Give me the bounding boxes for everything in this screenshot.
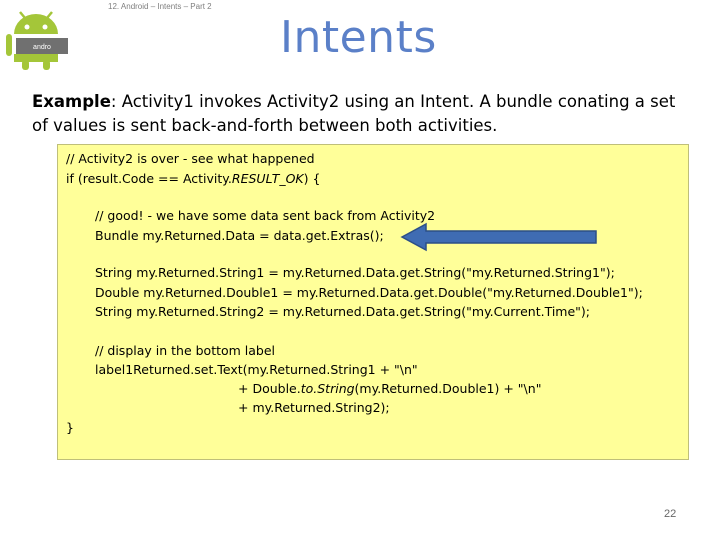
code-line-7: String my.Returned.String2 = my.Returned.Data.get.String("my.Current.Time"); <box>95 304 591 319</box>
code-line-10: + Double.to.String(my.Returned.Double1) + "\n" <box>238 381 542 396</box>
intro-text: : Activity1 invokes Activity2 using an Intent. A bundle conating a set of values is sent back-and-forth between both activities. <box>32 92 676 135</box>
intro-label: Example <box>32 92 111 111</box>
intro-paragraph <box>32 90 692 138</box>
code-line-4: Bundle my.Returned.Data = data.get.Extras(); <box>95 228 384 243</box>
code-line-9: label1Returned.set.Text(my.Returned.String1 + "\n" <box>95 362 418 377</box>
code-line-3: // good! - we have some data sent back from Activity2 <box>95 208 436 223</box>
code-line-12: } <box>66 420 74 435</box>
left-arrow-icon <box>400 222 598 252</box>
code-line-8: // display in the bottom label <box>95 343 276 358</box>
logo-text: andro <box>33 44 51 51</box>
code-line-6: Double my.Returned.Double1 = my.Returned.Data.get.Double("my.Returned.Double1"); <box>95 285 643 300</box>
code-line-11: + my.Returned.String2); <box>238 400 390 415</box>
breadcrumb: 12. Android – Intents – Part 2 <box>108 2 212 11</box>
code-line-5: String my.Returned.String1 = my.Returned.Data.get.String("my.Returned.String1"); <box>95 265 615 280</box>
android-logo <box>6 4 68 70</box>
code-line-1: // Activity2 is over - see what happened <box>66 151 315 166</box>
page-number: 22 <box>664 508 677 520</box>
page-title: Intents <box>280 12 437 63</box>
code-line-2: if (result.Code == Activity.RESULT_OK) { <box>66 171 321 186</box>
